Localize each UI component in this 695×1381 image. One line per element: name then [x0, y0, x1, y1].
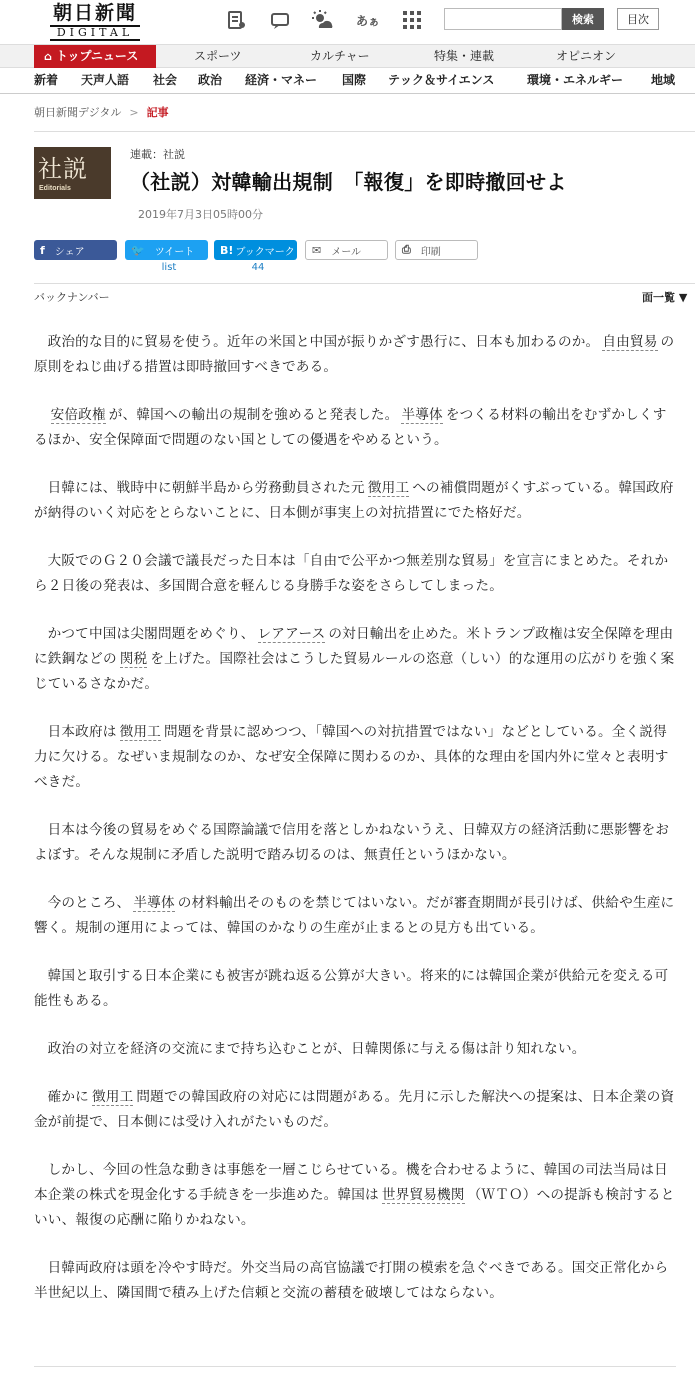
paragraph-text: 日本は今後の貿易をめぐる国際論議で信用を落としかねないうえ、日韓双方の経済活動に悪影響をおよぼす。そんな規制に矛盾した説明で踏み切るのは、無責任というほかない。 — [34, 822, 670, 863]
hatena-icon: B! — [220, 243, 234, 257]
site-logo[interactable] — [42, 2, 148, 40]
subnav-tensei[interactable]: 天声人語 — [81, 73, 130, 87]
paragraph-text: 政治の対立を経済の交流にまで持ち込むことが、日韓関係に与える傷は計り知れない。 — [47, 1041, 586, 1057]
keyword-link[interactable]: 半導体 — [401, 407, 443, 423]
paragraph-text: 日韓には、戦時中に朝鮮半島から労務動員された元 — [47, 480, 365, 496]
search-button[interactable]: 検索 — [562, 8, 604, 30]
nav-top-news-label: トップニュース — [55, 49, 139, 63]
keyword-link[interactable]: 自由貿易 — [602, 334, 658, 350]
article-paragraph — [34, 476, 676, 526]
paragraph-text: 大阪でのＧ２０会議で議長だった日本は「自由で公平かつ無差別な貿易」を宣言にまとめた。それから２日後の発表は、多国間合意を軽んじる身勝手な姿をさらしてしまった。 — [34, 553, 669, 594]
paragraph-text: かつて中国は尖閣問題をめぐり、 — [47, 626, 255, 642]
article-paragraph — [34, 1037, 676, 1062]
paragraph-text: 韓国と取引する日本企業にも被害が跳ね返る公算が大きい。将来的には韓国企業が供給元を変える可能性もある。 — [34, 968, 669, 1009]
main-nav — [0, 44, 695, 68]
hatena-bookmark-label: ブックマーク — [235, 246, 295, 258]
paragraph-text: を上げた。国際社会はこうした貿易ルールの恣意（しい）的な運用の広がりを強く案じているさなかだ。 — [34, 651, 675, 692]
subnav-latest[interactable]: 新着 — [34, 73, 59, 87]
paragraph-text: が、韓国への輸出の規制を強めると発表した。 — [108, 407, 399, 423]
twitter-icon: 🐦 — [131, 243, 145, 257]
divider — [34, 283, 695, 284]
sub-nav — [0, 68, 695, 94]
article-body — [34, 330, 676, 1329]
editorial-badge-main: 社説 — [38, 155, 88, 183]
subnav-international[interactable]: 国際 — [342, 73, 367, 87]
paragraph-text: の材料輸出そのものを禁じてはいない。だが審査期間が長引けば、供給や生産に響く。規制の運用によっては、韓国のかなりの生産が止まるとの見方も出ている。 — [34, 895, 675, 936]
logo-main-text: 朝日新聞 — [52, 2, 137, 24]
paragraph-text: 問題を背景に認めつつ、「韓国への対抗措置ではない」などとしている。全く説得力に欠ける。なぜいま規制なのか、なぜ安全保障に関わるのか、具体的な理由を国内外に堂々と表明すべきだ。 — [34, 724, 669, 790]
paragraph-text: への補償問題がくすぶっている。韓国政府が納得のいく対応をとらないことに、日本側が事実上の対抗措置にでた格好だ。 — [34, 480, 674, 521]
keyword-link[interactable]: 世界貿易機関 — [381, 1187, 465, 1203]
subnav-tech[interactable]: テック＆サイエンス — [388, 73, 495, 87]
nav-culture[interactable]: カルチャー — [310, 49, 370, 63]
font-size-icon[interactable]: あぁ — [356, 13, 380, 28]
paragraph-text: 日韓両政府は頭を冷やす時だ。外交当局の高官協議で打開の模索を急ぐべきである。国交正常化から半世紀以上、隣国間で積み上げた信頼と交流の蓄積を破壊してはならない。 — [34, 1260, 669, 1301]
facebook-icon: f — [40, 243, 45, 257]
article-paragraph — [34, 1085, 676, 1135]
subnav-environment[interactable]: 環境・エネルギー — [527, 73, 624, 87]
paragraph-text: 日本政府は — [47, 724, 117, 740]
print-label: 印刷 — [420, 246, 441, 258]
paragraph-text: の原則をねじ曲げる措置は即時撤回すべきである。 — [34, 334, 675, 375]
hatena-count-link[interactable]: 44 — [251, 262, 265, 273]
editorial-badge[interactable] — [34, 147, 111, 199]
twitter-count-link[interactable]: list — [161, 262, 177, 273]
article-paragraph — [34, 964, 676, 1014]
keyword-link[interactable]: レアアース — [257, 626, 326, 642]
article-paragraph — [34, 403, 676, 453]
subnav-economy[interactable]: 経済・マネー — [245, 73, 318, 87]
article-paragraph — [34, 891, 676, 941]
subnav-society[interactable]: 社会 — [153, 73, 178, 87]
article-paragraph — [34, 1256, 676, 1306]
hatena-bookmark-button[interactable] — [214, 240, 297, 260]
facebook-share-button[interactable] — [34, 240, 117, 260]
print-icon: ⎙ — [402, 243, 411, 256]
grid-menu-icon[interactable] — [400, 8, 424, 32]
print-button[interactable] — [395, 240, 478, 260]
newspaper-icon[interactable] — [224, 8, 248, 32]
nav-opinion[interactable]: オピニオン — [556, 49, 617, 63]
subnav-region[interactable]: 地域 — [651, 73, 676, 87]
paragraph-text: しかし、今回の性急な動きは事態を一層こじらせている。機を合わせるように、韓国の司法当局は日本企業の株式を現金化する手続きを一歩進めた。韓国は — [34, 1162, 668, 1203]
divider — [34, 131, 695, 132]
twitter-share-button[interactable] — [125, 240, 208, 260]
home-icon: ⌂ — [44, 50, 52, 63]
paragraph-text: 問題での韓国政府の対応には問題がある。先月に示した解決への提案は、日本企業の資金が前提で、日本側には受け入れがたいものだ。 — [34, 1089, 675, 1130]
nav-features[interactable]: 特集・連載 — [434, 49, 495, 63]
article-title: （社説）対韓輸出規制 「報復」を即時撤回せよ — [130, 170, 567, 194]
mail-share-label: メール — [331, 246, 362, 258]
keyword-link[interactable]: 徴用工 — [91, 1089, 134, 1105]
article-paragraph — [34, 549, 676, 599]
series-label[interactable]: 連載：社説 — [130, 148, 185, 161]
keyword-link[interactable]: 関税 — [119, 651, 148, 667]
nav-top-news[interactable] — [34, 45, 156, 68]
article-paragraph — [34, 330, 676, 380]
breadcrumb-current: 記事 — [146, 106, 169, 119]
breadcrumb-separator: > — [129, 106, 139, 119]
breadcrumb — [34, 104, 169, 124]
keyword-link[interactable]: 安倍政権 — [50, 407, 106, 423]
page-list-dropdown[interactable]: 面一覧 ▼ — [642, 291, 688, 304]
article-paragraph — [34, 720, 676, 795]
index-button[interactable]: 目次 — [617, 8, 659, 30]
search-input[interactable] — [444, 8, 562, 30]
article-paragraph — [34, 818, 676, 868]
keyword-link[interactable]: 徴用工 — [367, 480, 410, 496]
editorial-badge-sub: Editorials — [39, 185, 71, 192]
paragraph-text: をつくる材料の輸出をむずかしくするほか、安全保障面で問題のない国としての優遇をやめるという。 — [34, 407, 667, 448]
breadcrumb-home[interactable]: 朝日新聞デジタル — [34, 106, 122, 119]
logo-sub-text: DIGITAL — [50, 25, 140, 41]
paragraph-text: 政治的な目的に貿易を使う。近年の米国と中国が振りかざす愚行に、日本も加わるのか。 — [47, 334, 600, 350]
keyword-link[interactable]: 半導体 — [133, 895, 175, 911]
article-paragraph — [34, 622, 676, 697]
paragraph-text: の対日輸出を止めた。米トランプ政権は安全保障を理由に鉄鋼などの — [34, 626, 674, 667]
back-number-link[interactable]: バックナンバー — [34, 291, 110, 304]
top-header — [0, 0, 695, 44]
facebook-share-label: シェア — [54, 246, 85, 258]
subnav-politics[interactable]: 政治 — [198, 73, 223, 87]
mail-icon: ✉ — [312, 243, 322, 257]
hand-icon[interactable] — [268, 8, 292, 32]
paragraph-text: 今のところ、 — [47, 895, 131, 911]
divider — [34, 1366, 676, 1367]
nav-sports[interactable]: スポーツ — [194, 49, 242, 63]
twitter-share-label: ツイート — [154, 246, 195, 258]
article-paragraph — [34, 1158, 676, 1233]
keyword-link[interactable]: 徴用工 — [119, 724, 161, 740]
mail-share-button[interactable] — [305, 240, 388, 260]
weather-icon[interactable] — [311, 8, 335, 32]
paragraph-text: （ＷＴＯ）への提訴も検討するといい、報復の応酬に陥りかねない。 — [34, 1187, 675, 1228]
paragraph-text: 確かに — [47, 1089, 89, 1105]
publish-date: 2019年7月3日05時00分 — [138, 208, 263, 221]
